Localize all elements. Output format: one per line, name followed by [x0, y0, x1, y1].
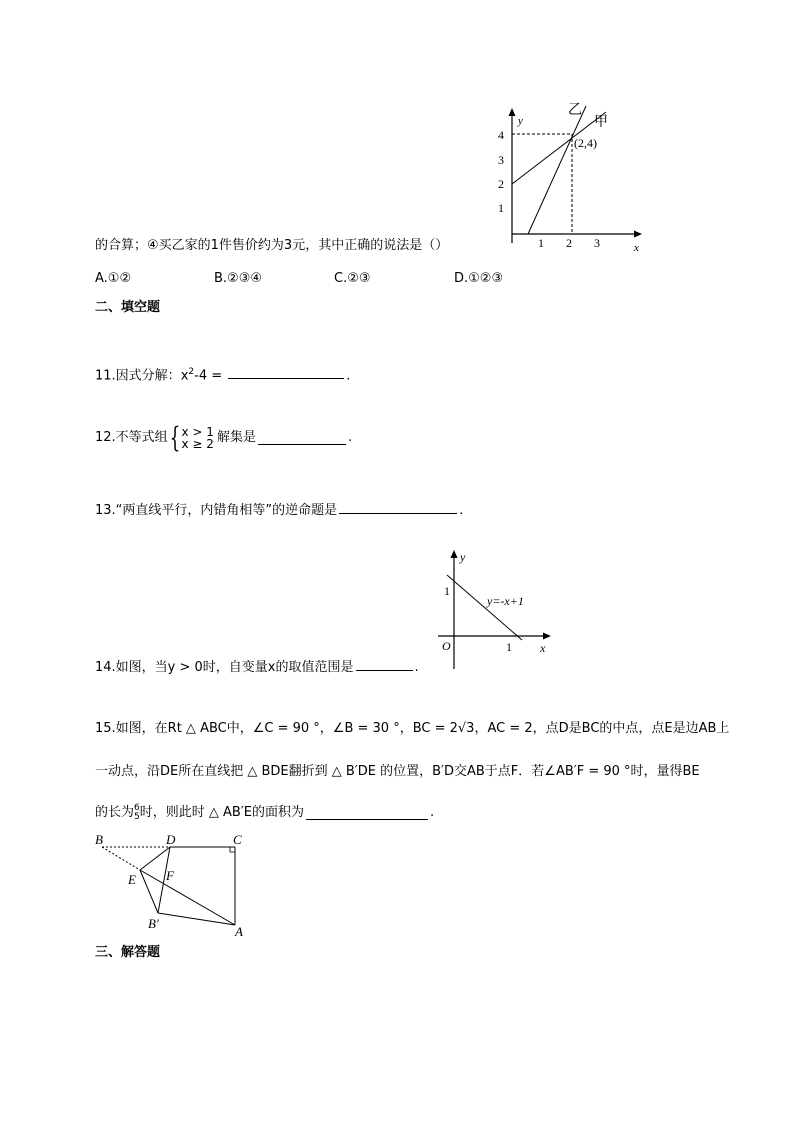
- q15-right-angle-mark: [230, 847, 235, 852]
- q11-expr-base: x: [180, 368, 189, 384]
- q15-label-B: B: [95, 832, 103, 847]
- q14-graph: [430, 545, 560, 675]
- q14-x-tick-label: 1: [506, 640, 512, 654]
- q12-inequality-system: [168, 421, 214, 454]
- q14-y-arrow: [451, 550, 458, 558]
- section-heading-fill-blank: 二、填空题: [95, 300, 161, 315]
- q11-end: .: [346, 368, 351, 384]
- q15-BpA: [158, 913, 235, 925]
- q10-line-jia-label: 甲: [594, 115, 608, 130]
- q10-y-tick-1: 1: [498, 201, 504, 215]
- q11-expr-exp: 2: [188, 367, 195, 377]
- q12-brace: {: [169, 421, 180, 454]
- q13: [95, 500, 463, 519]
- q10-x-tick-2: 2: [566, 236, 572, 250]
- q11: [95, 364, 350, 384]
- q12-prefix: 12.不等式组: [95, 430, 168, 445]
- q15-line3-b: 时，则此时 △ AB′E的面积为: [139, 805, 304, 820]
- q13-end: .: [459, 503, 464, 518]
- q15-line3: [95, 804, 434, 822]
- q14-answer-blank[interactable]: [356, 657, 413, 671]
- q14-x-label: x: [540, 641, 546, 655]
- q10-option-c: C.②③: [334, 271, 371, 286]
- q10-x-label: x: [634, 242, 639, 254]
- q11-prefix: 11.因式分解：: [95, 368, 181, 384]
- q15-label-D: D: [166, 832, 176, 847]
- q10-option-a: A.①②: [95, 271, 132, 286]
- q14-line-label: y=-x+1: [487, 594, 524, 608]
- q15-label-F: F: [166, 868, 174, 883]
- q15-line2: 一动点，沿DE所在直线把 △ BDE翻折到 △ B′DE 的位置，B′D交AB于点F．若∠AB′F = 90 °时，量得BE: [95, 764, 700, 779]
- q15-end: .: [430, 805, 435, 820]
- q14-origin-label: O: [442, 639, 451, 653]
- q10-y-tick-4: 4: [498, 128, 504, 142]
- q14-y-tick-label: 1: [444, 584, 450, 598]
- q13-text: 13.“两直线平行，内错角相等”的逆命题是: [95, 503, 338, 518]
- q15-label-Bp: B′: [148, 916, 159, 931]
- q15-line3-a: 的长为: [95, 805, 135, 820]
- section-heading-answer: 三、解答题: [95, 945, 161, 960]
- q10-graph: [490, 98, 650, 258]
- q12-row1: x > 1: [181, 425, 214, 439]
- q10-y-label: y: [518, 115, 523, 127]
- q10-option-d: D.①②③: [454, 271, 504, 286]
- q12-row2: x ≥ 2: [181, 437, 214, 451]
- q10-line-yi: [528, 106, 586, 234]
- q10-line-yi-label: 乙: [568, 103, 582, 118]
- q10-x-arrow: [634, 231, 642, 238]
- q10-point-label: (2,4): [574, 136, 597, 150]
- q15-figure: [90, 828, 260, 943]
- q14-y-label: y: [460, 550, 466, 564]
- q14-end: .: [414, 660, 419, 675]
- q15-answer-blank[interactable]: [306, 806, 428, 820]
- q12-suffix: 解集是: [216, 430, 256, 445]
- q10-y-arrow: [509, 108, 516, 116]
- q10-x-tick-3: 3: [594, 236, 600, 250]
- q14: [95, 657, 419, 676]
- q12: [95, 421, 353, 454]
- q14-text: 14.如图，当y > 0时，自变量x的取值范围是: [95, 660, 354, 675]
- q12-end: .: [347, 430, 353, 445]
- q11-answer-blank[interactable]: [228, 365, 344, 379]
- q12-answer-blank[interactable]: [258, 431, 346, 445]
- q10-tail-text: 的合算；④买乙家的1件售价约为3元，其中正确的说法是（）: [95, 238, 449, 253]
- q15-frac-den: 5: [134, 812, 140, 822]
- q14-x-arrow: [543, 633, 551, 640]
- q10-y-tick-2: 2: [498, 177, 504, 191]
- q15-label-C: C: [233, 832, 242, 847]
- q15-EBp: [140, 870, 158, 913]
- q11-expr-rest: -4 =: [194, 368, 223, 384]
- q15-line1: 15.如图，在Rt △ ABC中，∠C = 90 °，∠B = 30 °，BC = 2√3，AC = 2，点D是BC的中点，点E是边AB上: [95, 721, 730, 736]
- q10-option-b: B.②③④: [214, 271, 263, 286]
- q15-dash-BE: [102, 847, 140, 870]
- q10-y-tick-3: 3: [498, 153, 504, 167]
- q10-x-tick-1: 1: [538, 236, 544, 250]
- q15-frac-num: 6: [134, 803, 140, 813]
- q15-label-E: E: [128, 872, 136, 887]
- q13-answer-blank[interactable]: [339, 500, 457, 514]
- q15-label-A: A: [235, 924, 243, 939]
- q15-DE: [140, 847, 170, 870]
